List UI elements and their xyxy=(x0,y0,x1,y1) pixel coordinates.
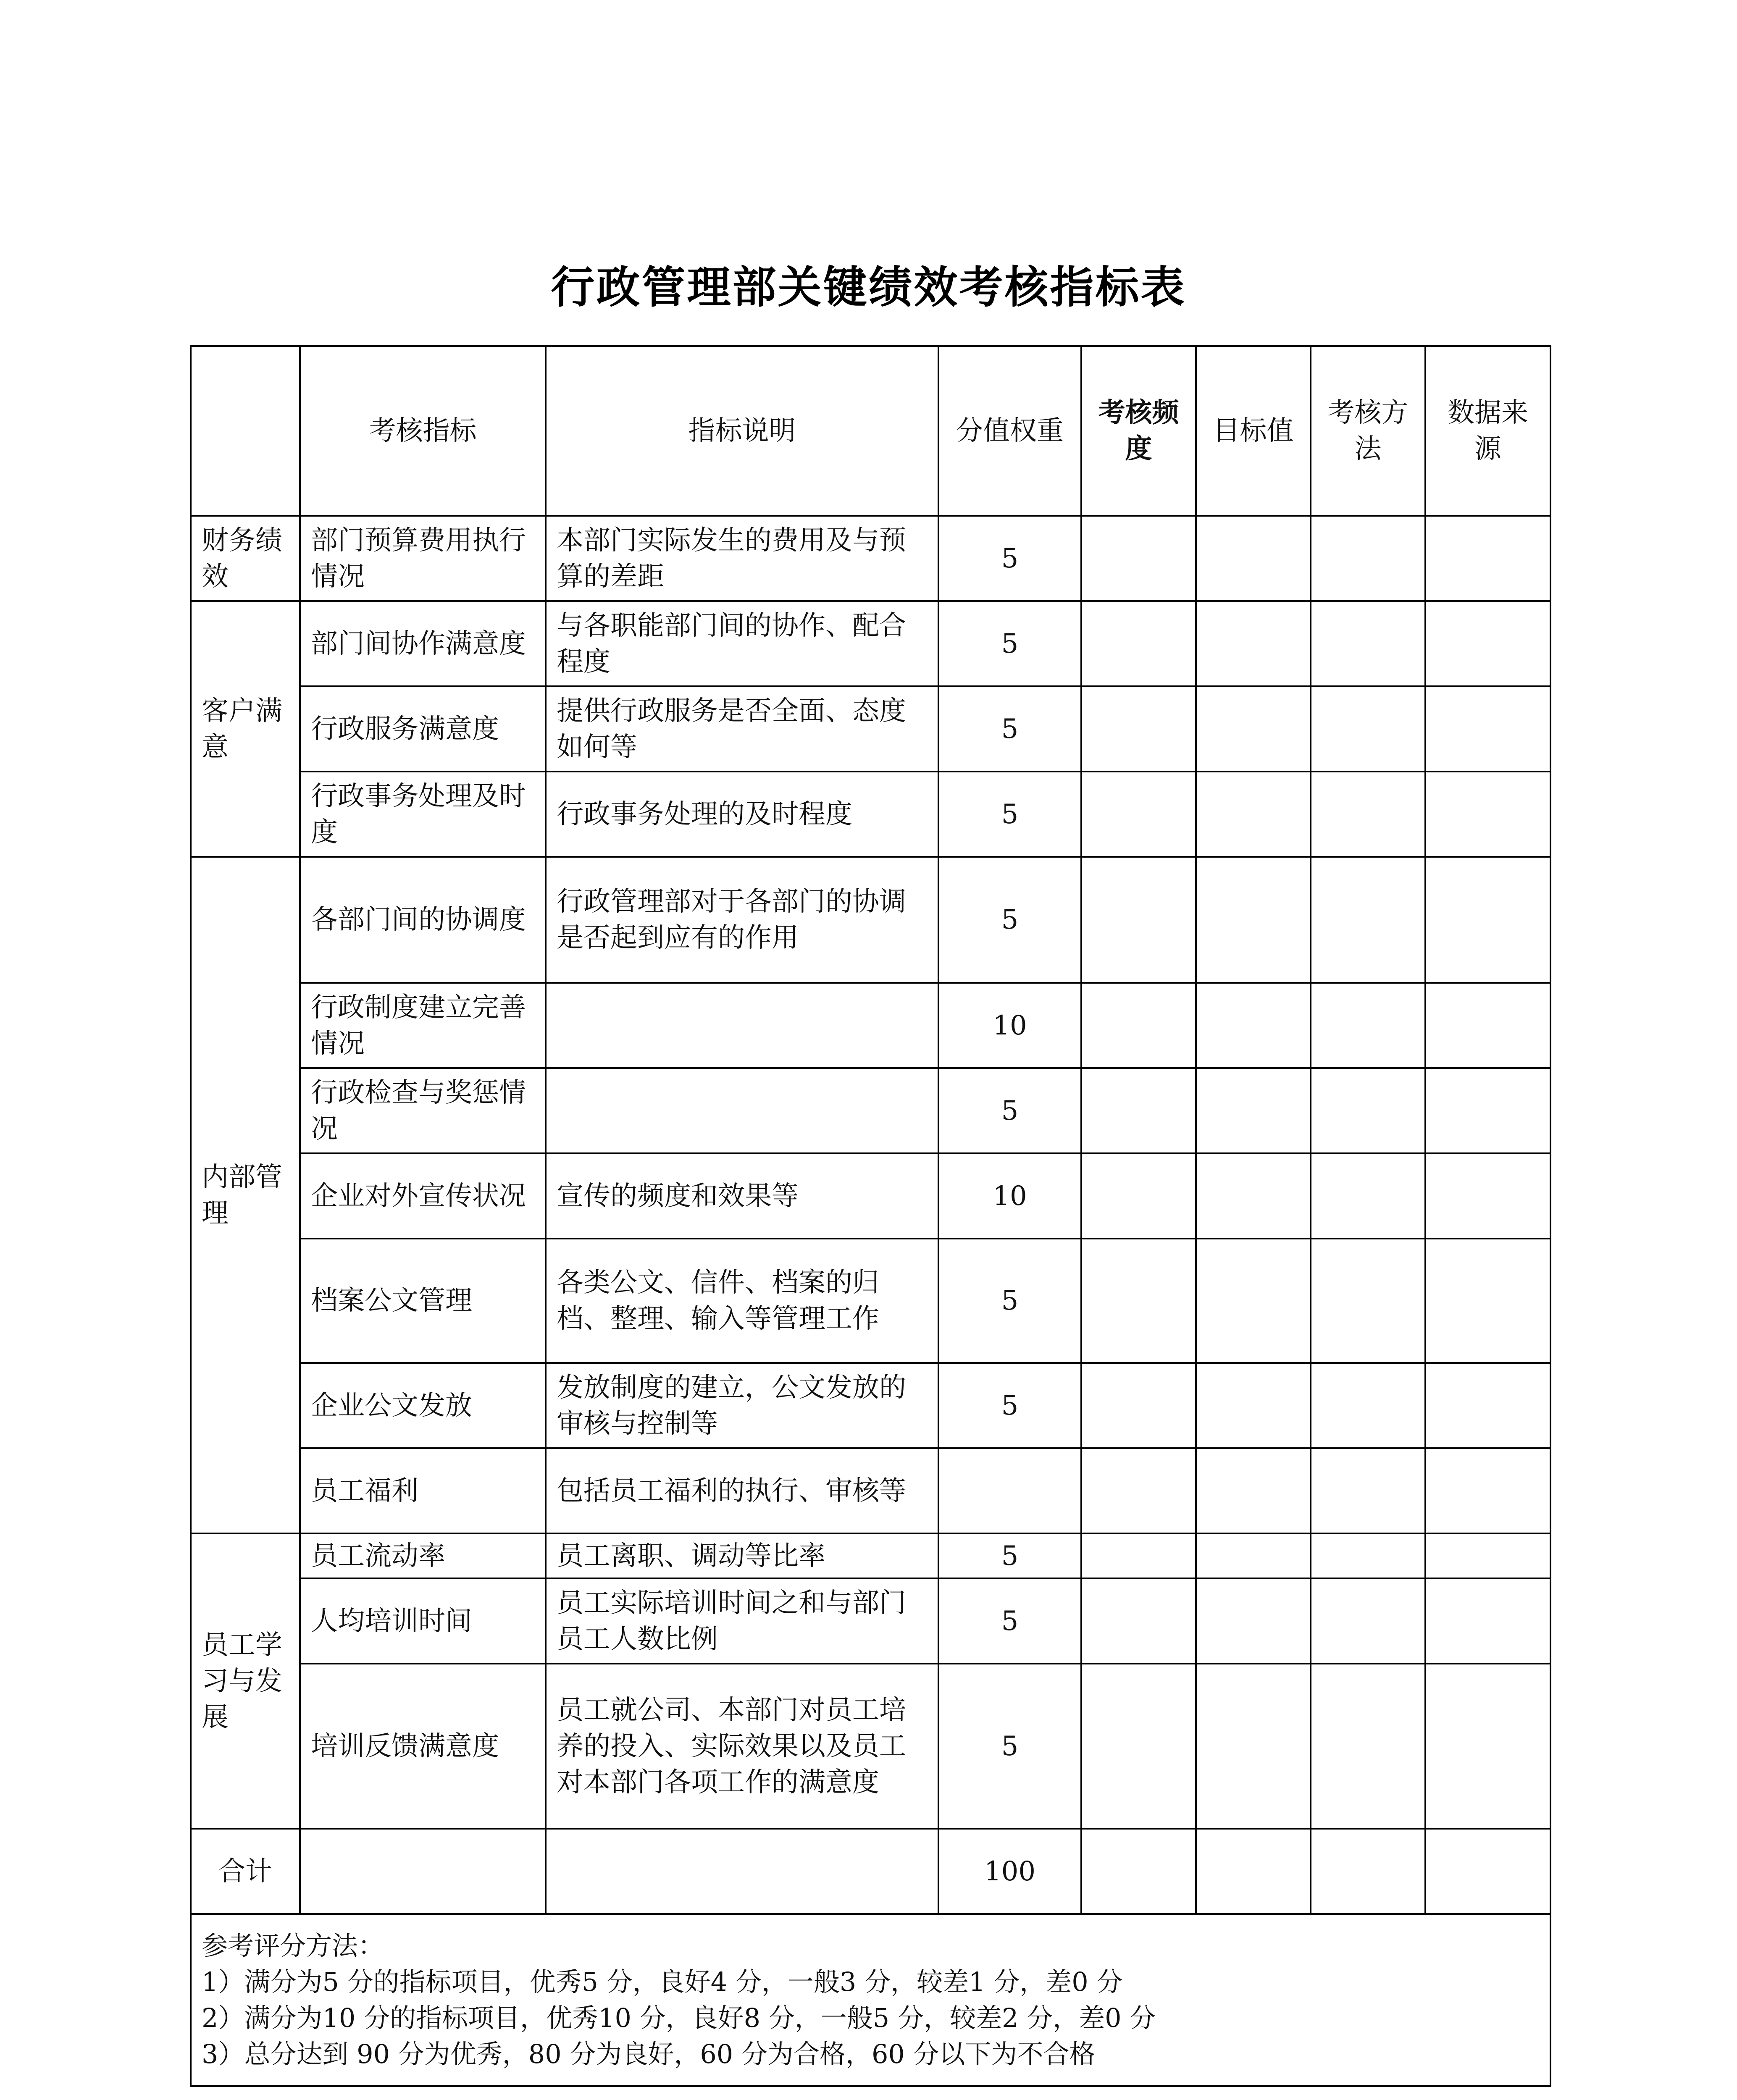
weight-cell: 5 xyxy=(938,686,1081,772)
description-cell: 包括员工福利的执行、审核等 xyxy=(546,1448,938,1533)
weight-cell: 5 xyxy=(938,1068,1081,1153)
indicator-cell: 部门间协作满意度 xyxy=(300,601,546,686)
weight-cell: 10 xyxy=(938,983,1081,1068)
notes-line: 1）满分为5 分的指标项目，优秀5 分，良好4 分，一般3 分，较差1 分，差0 分 xyxy=(202,1966,1123,1997)
description-cell: 发放制度的建立，公文发放的审核与控制等 xyxy=(546,1363,938,1448)
description-cell: 本部门实际发生的费用及与预算的差距 xyxy=(546,516,938,601)
table-row xyxy=(191,983,1550,1068)
description-cell: 行政管理部对于各部门的协调是否起到应有的作用 xyxy=(546,857,938,983)
weight-cell: 5 xyxy=(938,1664,1081,1829)
header-indicator: 考核指标 xyxy=(300,346,546,516)
table-row xyxy=(191,1239,1550,1363)
table-row xyxy=(191,601,1550,686)
weight-cell: 5 xyxy=(938,1239,1081,1363)
description-cell: 员工实际培训时间之和与部门员工人数比例 xyxy=(546,1578,938,1664)
kpi-table xyxy=(190,345,1551,2087)
table-row xyxy=(191,1448,1550,1533)
description-cell: 与各职能部门间的协作、配合程度 xyxy=(546,601,938,686)
total-row xyxy=(191,1829,1550,1914)
category-internal: 内部管理 xyxy=(191,857,300,1533)
weight-cell: 5 xyxy=(938,1363,1081,1448)
description-cell xyxy=(546,983,938,1068)
weight-cell: 5 xyxy=(938,601,1081,686)
description-cell xyxy=(546,1068,938,1153)
table-row xyxy=(191,1153,1550,1239)
table-row xyxy=(191,1578,1550,1664)
weight-cell: 5 xyxy=(938,1578,1081,1664)
indicator-cell: 行政制度建立完善情况 xyxy=(300,983,546,1068)
category-finance: 财务绩效 xyxy=(191,516,300,601)
header-description: 指标说明 xyxy=(546,346,938,516)
indicator-cell: 企业对外宣传状况 xyxy=(300,1153,546,1239)
header-category xyxy=(191,346,300,516)
weight-cell xyxy=(938,1448,1081,1533)
indicator-cell: 档案公文管理 xyxy=(300,1239,546,1363)
table-row xyxy=(191,1363,1550,1448)
indicator-cell: 人均培训时间 xyxy=(300,1578,546,1664)
header-source: 数据来源 xyxy=(1425,346,1550,516)
page-title: 行政管理部关键绩效考核指标表 xyxy=(551,262,1186,313)
table-row xyxy=(191,1664,1550,1829)
weight-cell: 5 xyxy=(938,516,1081,601)
weight-cell: 5 xyxy=(938,772,1081,857)
notes-row xyxy=(191,1914,1550,2086)
table-row xyxy=(191,772,1550,857)
weight-cell: 5 xyxy=(938,857,1081,983)
total-label: 合计 xyxy=(191,1829,300,1914)
description-cell: 行政事务处理的及时程度 xyxy=(546,772,938,857)
category-customer: 客户满意 xyxy=(191,601,300,857)
header-frequency: 考核频度 xyxy=(1081,346,1196,516)
description-cell: 宣传的频度和效果等 xyxy=(546,1153,938,1239)
table-row xyxy=(191,516,1550,601)
header-target: 目标值 xyxy=(1196,346,1311,516)
scoring-notes xyxy=(191,1914,1550,2086)
indicator-cell: 培训反馈满意度 xyxy=(300,1664,546,1829)
total-weight: 100 xyxy=(938,1829,1081,1914)
weight-cell: 10 xyxy=(938,1153,1081,1239)
header-method: 考核方法 xyxy=(1311,346,1425,516)
notes-line: 3）总分达到 90 分为优秀，80 分为良好，60 分为合格，60 分以下为不合格 xyxy=(202,2039,1096,2069)
indicator-cell: 各部门间的协调度 xyxy=(300,857,546,983)
table-row xyxy=(191,1533,1550,1578)
weight-cell: 5 xyxy=(938,1533,1081,1578)
indicator-cell: 企业公文发放 xyxy=(300,1363,546,1448)
description-cell: 员工就公司、本部门对员工培养的投入、实际效果以及员工对本部门各项工作的满意度 xyxy=(546,1664,938,1829)
indicator-cell: 行政事务处理及时度 xyxy=(300,772,546,857)
indicator-cell: 部门预算费用执行情况 xyxy=(300,516,546,601)
indicator-cell: 员工福利 xyxy=(300,1448,546,1533)
description-cell: 提供行政服务是否全面、态度如何等 xyxy=(546,686,938,772)
indicator-cell: 行政检查与奖惩情况 xyxy=(300,1068,546,1153)
header-weight: 分值权重 xyxy=(938,346,1081,516)
description-cell: 各类公文、信件、档案的归档、整理、输入等管理工作 xyxy=(546,1239,938,1363)
category-learning: 员工学习与发展 xyxy=(191,1533,300,1829)
table-row xyxy=(191,686,1550,772)
table-row xyxy=(191,1068,1550,1153)
notes-heading: 参考评分方法： xyxy=(202,1930,384,1961)
table-row xyxy=(191,857,1550,983)
header-row xyxy=(191,346,1550,516)
notes-line: 2）满分为10 分的指标项目，优秀10 分，良好8 分，一般5 分，较差2 分，差0 分 xyxy=(202,2003,1156,2033)
indicator-cell: 行政服务满意度 xyxy=(300,686,546,772)
description-cell: 员工离职、调动等比率 xyxy=(546,1533,938,1578)
indicator-cell: 员工流动率 xyxy=(300,1533,546,1578)
